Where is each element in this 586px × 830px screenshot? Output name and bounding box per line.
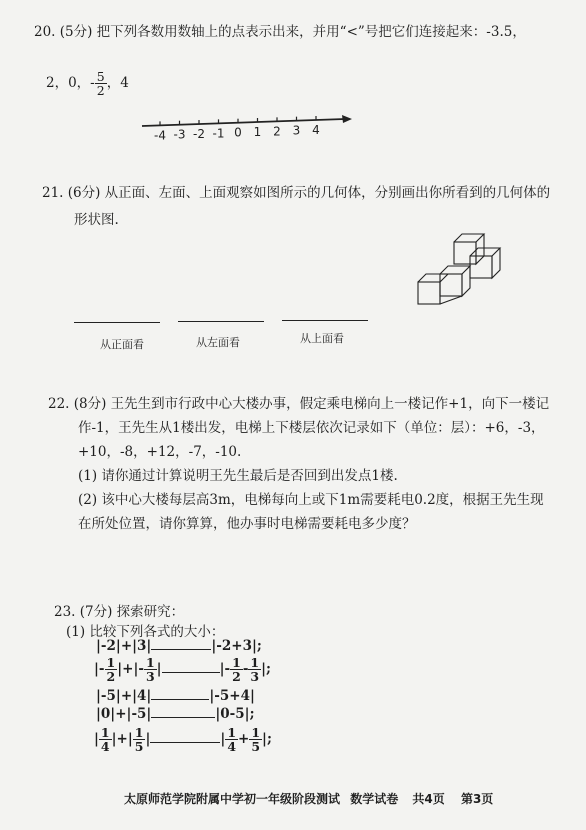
row1-right: |-2+3|; <box>211 638 262 654</box>
footer-school: 太原师范学院附属中学初一年级阶段测试 <box>124 792 341 806</box>
row2-den-2: 3 <box>145 669 155 685</box>
number-line <box>140 112 355 148</box>
number-line-tick-label: 3 <box>292 123 301 138</box>
q23-sub1: (1) 比较下列各式的大小： <box>66 624 225 640</box>
q22-sub2b: 在所处位置，请你算算，他办事时电梯需要耗电多少度？ <box>78 516 416 532</box>
row5-end: | <box>145 731 151 748</box>
row5-den-2: 5 <box>134 739 144 755</box>
row3-blank[interactable] <box>151 699 209 700</box>
footer-total: 共4页 <box>412 792 445 806</box>
q22-line3: +10，-8，+12，-7，-10. <box>78 444 242 460</box>
number-line-arrow <box>342 115 352 123</box>
row2-frac-4 <box>248 656 261 683</box>
row5-num-1: 1 <box>100 725 110 740</box>
q22-line1: 22. (8分) 王先生到市行政中心大楼办事，假定乘电梯向上一楼记作+1，向下一楼记 <box>48 396 550 412</box>
q23-row4 <box>96 706 255 722</box>
number-line-tick-label: -2 <box>193 127 205 142</box>
row5-den-3: 4 <box>227 739 237 755</box>
front-view-blank[interactable] <box>74 322 160 323</box>
row5-frac-2 <box>133 726 146 753</box>
number-line-tick-label: 4 <box>312 123 320 137</box>
number-line-tick-label: -1 <box>212 126 225 141</box>
q22-line2: 作-1，王先生从1楼出发，电梯上下楼层依次记录如下（单位：层）：+6，-3， <box>78 420 545 436</box>
row5-frac-3 <box>225 726 238 753</box>
row2-end: | <box>156 661 162 678</box>
row1-left: |-2|+|3| <box>96 638 152 654</box>
q20-fraction <box>95 70 107 97</box>
page-footer <box>124 790 493 807</box>
row2-rmid: - <box>242 661 249 678</box>
row2-den-3: 2 <box>232 669 241 685</box>
row2-blank[interactable] <box>162 672 220 673</box>
footer-subject: 数学试卷 <box>350 792 399 806</box>
row2-frac-3 <box>230 656 243 683</box>
cube-front-1 <box>418 282 440 304</box>
q20-line2 <box>46 70 129 97</box>
q22-sub1: (1) 请你通过计算说明王先生最后是否回到出发点1楼. <box>78 468 398 484</box>
row2-rend: |; <box>261 661 272 678</box>
q20-line1: 20. (5分) 把下列各数用数轴上的点表示出来，并用“<”号把它们连接起来：-3.5， <box>34 24 526 40</box>
row2-num-2: 1 <box>145 655 155 670</box>
row5-num-3: 1 <box>227 725 237 740</box>
q22-sub2a: (2) 该中心大楼每层高3m，电梯每向上或下1m需要耗电0.2度，根据王先生现 <box>78 492 544 508</box>
row5-frac-1 <box>99 726 112 753</box>
row3-right: |-5+4| <box>209 688 255 704</box>
number-line-tick-label: 1 <box>253 125 262 140</box>
row2-den-1: 2 <box>106 669 116 685</box>
row2-plus: |+|- <box>117 661 144 678</box>
number-line-tick-label: -3 <box>173 127 186 142</box>
row2-den-4: 3 <box>250 669 260 685</box>
cube-top-1 <box>418 274 448 282</box>
front-view-label: 从正面看 <box>100 338 144 351</box>
left-view-label: 从左面看 <box>196 336 240 349</box>
row5-l1: | <box>94 731 99 748</box>
q23-title: 23. (7分) 探索研究： <box>54 604 185 620</box>
row5-r1: | <box>220 731 226 748</box>
top-view-blank[interactable] <box>282 320 368 321</box>
row5-blank[interactable] <box>150 742 220 743</box>
q20-line2-pre: 2，0，- <box>46 75 95 92</box>
q20-line2-post: ，4 <box>106 75 129 92</box>
row5-rmid: + <box>238 731 250 748</box>
q20-frac-den: 2 <box>96 83 105 99</box>
q23-row1 <box>96 638 262 654</box>
row5-rend: |; <box>262 731 272 748</box>
cube-figure <box>410 226 510 310</box>
row2-r1: |- <box>219 661 231 678</box>
q21-line1: 21. (6分) 从正面、左面、上面观察如图所示的几何体，分别画出你所看到的几何体的 <box>42 185 551 201</box>
number-line-tick-label: 0 <box>234 125 242 140</box>
row4-blank[interactable] <box>151 717 215 718</box>
row5-den-1: 4 <box>100 739 110 755</box>
row2-num-4: 1 <box>250 655 260 670</box>
q21-line2: 形状图. <box>74 212 119 228</box>
row5-num-4: 1 <box>251 725 261 740</box>
row5-frac-4 <box>249 726 262 753</box>
row5-plus: |+| <box>111 731 133 748</box>
q23-row5 <box>94 726 272 753</box>
left-view-blank[interactable] <box>178 321 264 322</box>
row2-frac-1 <box>105 656 118 683</box>
top-view-label: 从上面看 <box>300 332 344 345</box>
row4-left: |0|+|-5| <box>96 706 152 722</box>
row4-right: |0-5|; <box>215 706 255 722</box>
row2-l1: |- <box>94 661 105 678</box>
q23-row3 <box>96 688 255 704</box>
number-line-tick-label: -4 <box>154 128 166 143</box>
q20-frac-num: 5 <box>96 69 105 84</box>
q23-row2 <box>94 656 271 683</box>
row5-den-4: 5 <box>251 739 261 755</box>
row1-blank[interactable] <box>151 649 211 650</box>
row3-left: |-5|+|4| <box>96 688 152 704</box>
row5-num-2: 1 <box>134 725 144 740</box>
row2-num-1: 1 <box>106 655 116 670</box>
row2-num-3: 1 <box>232 655 241 670</box>
number-line-tick-label: 2 <box>273 124 281 139</box>
row2-frac-2 <box>144 656 157 683</box>
footer-page: 第3页 <box>460 792 494 806</box>
